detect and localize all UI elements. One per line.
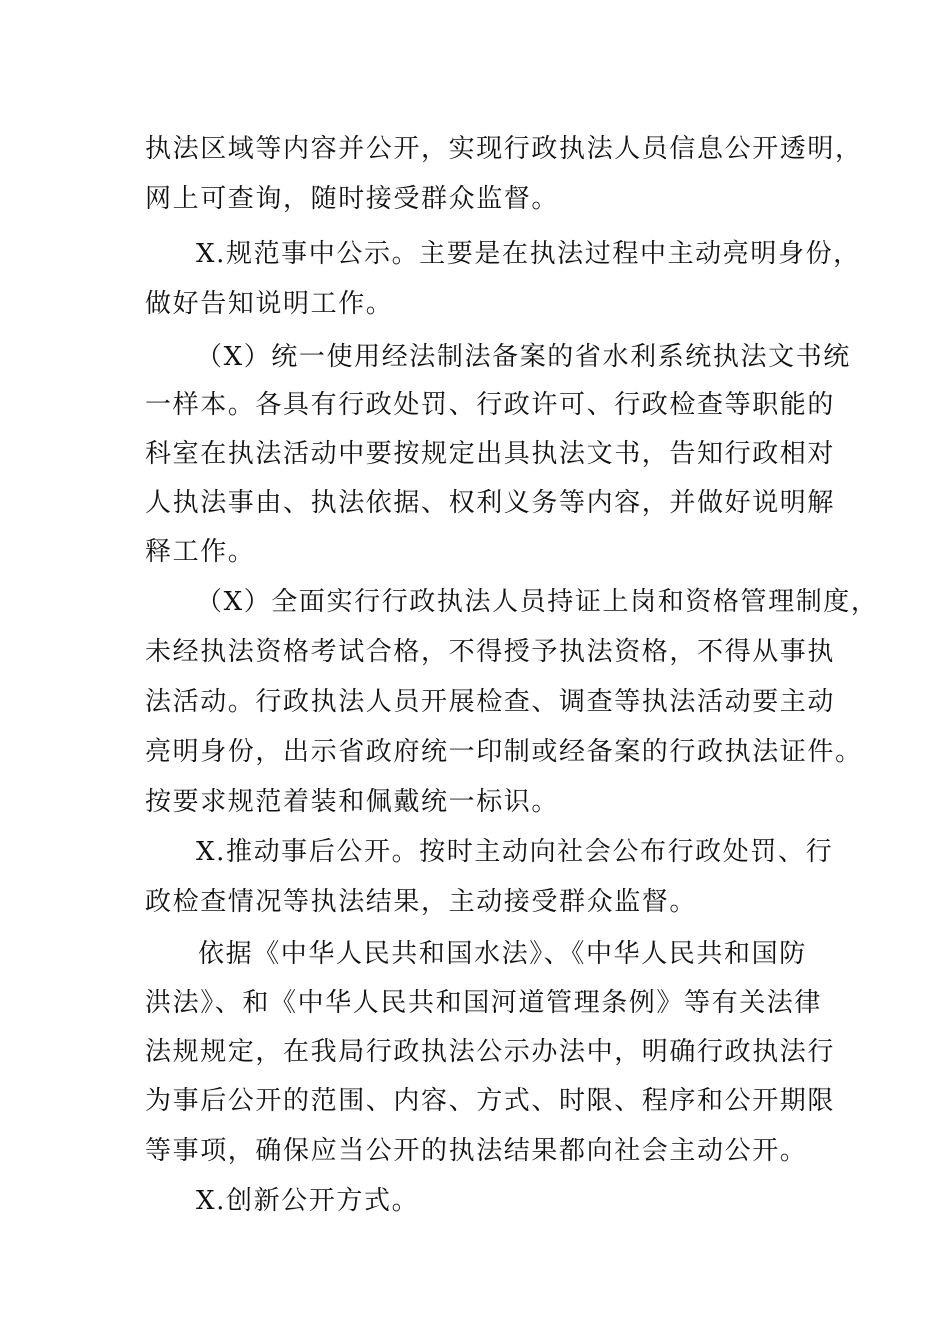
body-text-line: 一样本。各具有行政处罚、行政许可、行政检查等职能的 [145,390,836,420]
body-text-line: 依据《中华人民共和国水法》、《中华人民共和国防 [198,939,807,969]
body-text-line: 人执法事由、执法依据、权利义务等内容，并做好说明解 [145,488,836,518]
body-text-line: 法活动。行政执法人员开展检查、调查等执法活动要主动 [145,687,836,717]
section-heading-line: X.创新公开方式。 [196,1186,420,1216]
section-heading-line: X.规范事中公示。主要是在执法过程中主动亮明身份， [196,239,861,269]
section-heading-line: X.推动事后公开。按时主动向社会公布行政处罚、行 [196,837,834,867]
subsection-heading-line: （X）统一使用经法制法备案的省水利系统执法文书统 [196,342,851,372]
body-text-line: 未经执法资格考试合格，不得授予执法资格，不得从事执 [145,637,836,667]
body-text-line: 政检查情况等执法结果，主动接受群众监督。 [145,887,698,917]
subsection-heading-line: （X）全面实行行政执法人员持证上岗和资格管理制度， [196,587,879,617]
body-text-line: 法规规定，在我局行政执法公示办法中，明确行政执法行 [145,1037,836,1067]
body-text-line: 为事后公开的范围、内容、方式、时限、程序和公开期限 [145,1086,836,1116]
body-text-line: 等事项，确保应当公开的执法结果都向社会主动公开。 [145,1136,808,1166]
body-text-line: 按要求规范着装和佩戴统一标识。 [145,787,560,817]
body-text-line: 网上可查询，随时接受群众监督。 [145,184,560,214]
body-text-line: 执法区域等内容并公开，实现行政执法人员信息公开透明， [145,134,863,164]
body-text-line: 科室在执法活动中要按规定出具执法文书，告知行政相对 [145,439,836,469]
body-text-line: 亮明身份，出示省政府统一印制或经备案的行政执法证件。 [145,737,863,767]
body-text-line: 做好告知说明工作。 [145,289,394,319]
body-text-line: 释工作。 [145,537,256,567]
body-text-line: 洪法》、和《中华人民共和国河道管理条例》等有关法律 [145,988,823,1018]
